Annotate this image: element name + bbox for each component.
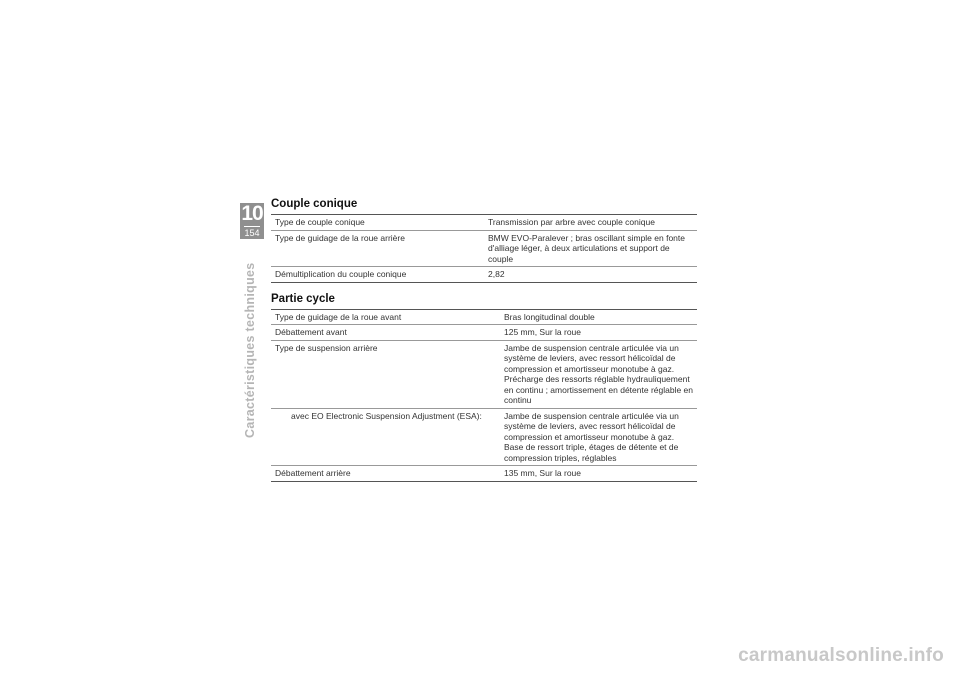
- chapter-title: Caractéristiques techniques: [243, 262, 257, 438]
- watermark: carmanualsonline.info: [738, 645, 944, 666]
- spec-value: Bras longitudinal double: [504, 311, 595, 322]
- section-couple-conique: [271, 196, 697, 283]
- table-row: [271, 309, 697, 325]
- page-number: 154: [244, 228, 260, 238]
- spec-value: Transmission par arbre avec couple conique: [488, 217, 655, 227]
- spec-table-partie-cycle: [271, 309, 697, 482]
- table-row: [271, 215, 697, 231]
- table-row: [271, 230, 697, 267]
- spec-label: Démultiplication du couple conique: [275, 269, 407, 279]
- spec-label: Type de guidage de la roue avant: [275, 311, 402, 322]
- table-row: [271, 340, 697, 408]
- table-row: [271, 466, 697, 482]
- chapter-badge: [240, 203, 264, 239]
- spec-label: Débattement arrière: [275, 468, 351, 478]
- spec-label: Type de couple conique: [275, 217, 365, 227]
- spec-label: Débattement avant: [275, 327, 347, 337]
- spec-label: avec EO Electronic Suspension Adjustment (ESA):: [291, 410, 482, 421]
- spec-label: Type de guidage de la roue arrière: [275, 232, 405, 243]
- spec-value: 125 mm, Sur la roue: [504, 327, 582, 337]
- spec-value: Jambe de suspension centrale articulée via un système de leviers, avec ressort hélicoïdal de compression et amortisseur monotube à gaz. Précharge des ressorts réglable hydrauliquement en continu ; amortissement en détente réglable en continu: [504, 342, 694, 405]
- spec-label: Type de suspension arrière: [275, 342, 378, 353]
- chapter-number: 10: [241, 202, 263, 225]
- spec-value: BMW EVO-Paralever ; bras oscillant simple en fonte d'alliage léger, à deux articulations et support de couple: [488, 232, 685, 264]
- section-partie-cycle: [271, 291, 697, 482]
- spec-value: Jambe de suspension centrale articulée via un système de leviers, avec ressort hélicoïdal de compression et amortisseur monotube à gaz. Base de ressort triple, étages de détente et de compression triples, réglables: [504, 410, 679, 463]
- chapter-divider: [244, 226, 260, 227]
- section-title: Couple conique: [271, 198, 358, 210]
- spec-value: 135 mm, Sur la roue: [504, 468, 582, 478]
- spec-table-couple-conique: [271, 214, 697, 283]
- table-row: [271, 408, 697, 466]
- page-content: [271, 196, 697, 482]
- table-row: [271, 267, 697, 283]
- section-title: Partie cycle: [271, 292, 335, 305]
- table-row: [271, 325, 697, 341]
- spec-value: 2,82: [488, 269, 505, 279]
